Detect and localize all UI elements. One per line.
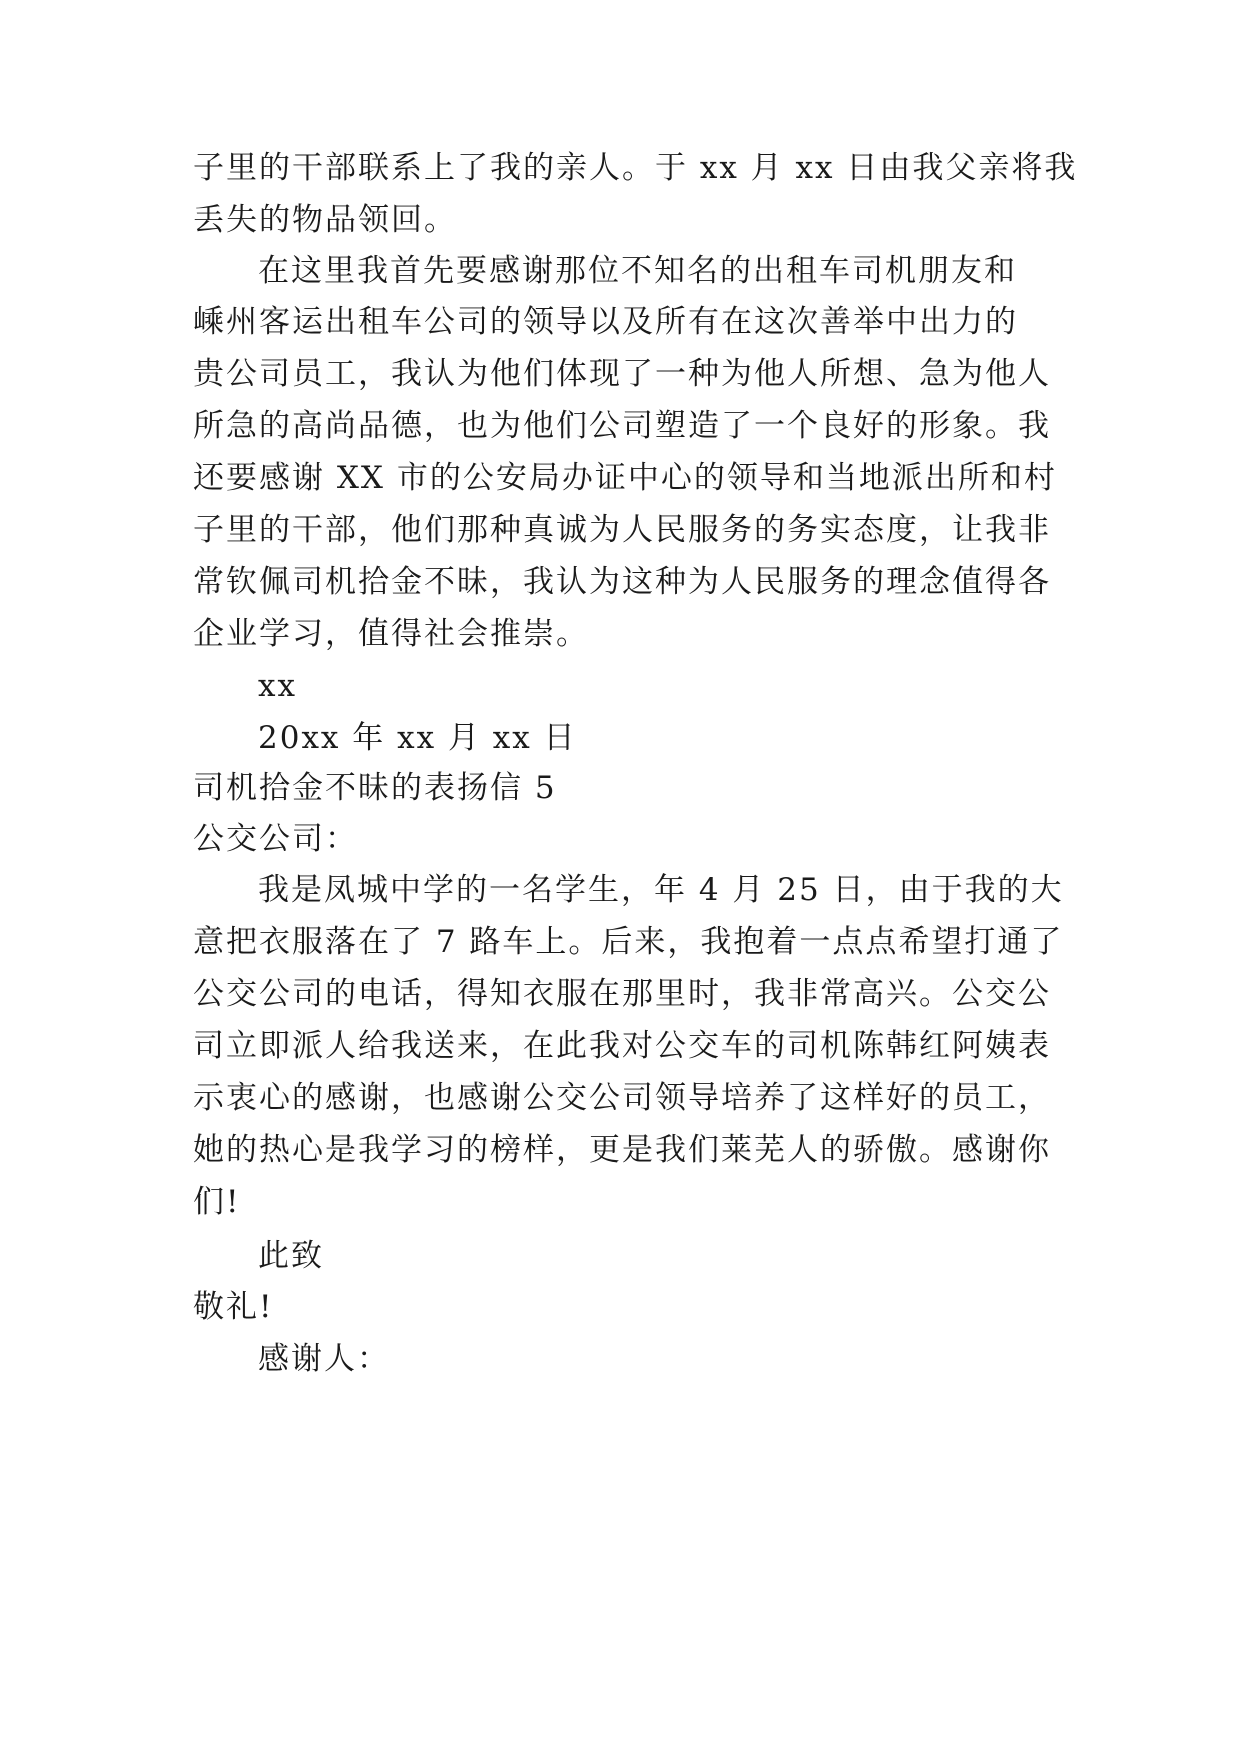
thanks-signer: 感谢人： bbox=[258, 1341, 390, 1377]
salutation: 公交公司： bbox=[193, 821, 358, 857]
paragraph-line: 司立即派人给我送来，在此我对公交车的司机陈韩红阿姨表 bbox=[193, 1028, 1051, 1064]
paragraph-line: 所急的高尚品德，也为他们公司塑造了一个良好的形象。我 bbox=[193, 408, 1051, 444]
paragraph-line: 们! bbox=[193, 1184, 241, 1220]
paragraph-line: 我是凤城中学的一名学生，年 4 月 25 日，由于我的大 bbox=[258, 872, 1064, 908]
closing-salute: 敬礼! bbox=[193, 1289, 274, 1325]
paragraph-line: 贵公司员工，我认为他们体现了一种为他人所想、急为他人 bbox=[193, 356, 1051, 392]
paragraph-line: 常钦佩司机拾金不昧，我认为这种为人民服务的理念值得各 bbox=[193, 564, 1051, 600]
signature-name: xx bbox=[258, 668, 297, 704]
paragraph-line: 还要感谢 XX 市的公安局办证中心的领导和当地派出所和村 bbox=[193, 460, 1057, 496]
closing-line: 此致 bbox=[258, 1238, 324, 1274]
paragraph-line: 意把衣服落在了 7 路车上。后来，我抱着一点点希望打通了 bbox=[193, 924, 1064, 960]
paragraph-line: 企业学习，值得社会推崇。 bbox=[193, 616, 589, 652]
paragraph-line: 她的热心是我学习的榜样，更是我们莱芜人的骄傲。感谢你 bbox=[193, 1132, 1051, 1168]
paragraph-line: 子里的干部联系上了我的亲人。于 xx 月 xx 日由我父亲将我 bbox=[193, 150, 1078, 186]
signature-date: 20xx 年 xx 月 xx 日 bbox=[258, 720, 577, 756]
paragraph-line: 嵊州客运出租车公司的领导以及所有在这次善举中出力的 bbox=[193, 304, 1018, 340]
paragraph-line: 子里的干部，他们那种真诚为人民服务的务实态度，让我非 bbox=[193, 512, 1051, 548]
section-title: 司机拾金不昧的表扬信 5 bbox=[193, 770, 557, 806]
paragraph-line: 丢失的物品领回。 bbox=[193, 202, 457, 238]
paragraph-line: 在这里我首先要感谢那位不知名的出租车司机朋友和 bbox=[258, 253, 1017, 289]
paragraph-line: 示衷心的感谢，也感谢公交公司领导培养了这样好的员工， bbox=[193, 1080, 1051, 1116]
paragraph-line: 公交公司的电话，得知衣服在那里时，我非常高兴。公交公 bbox=[193, 976, 1051, 1012]
